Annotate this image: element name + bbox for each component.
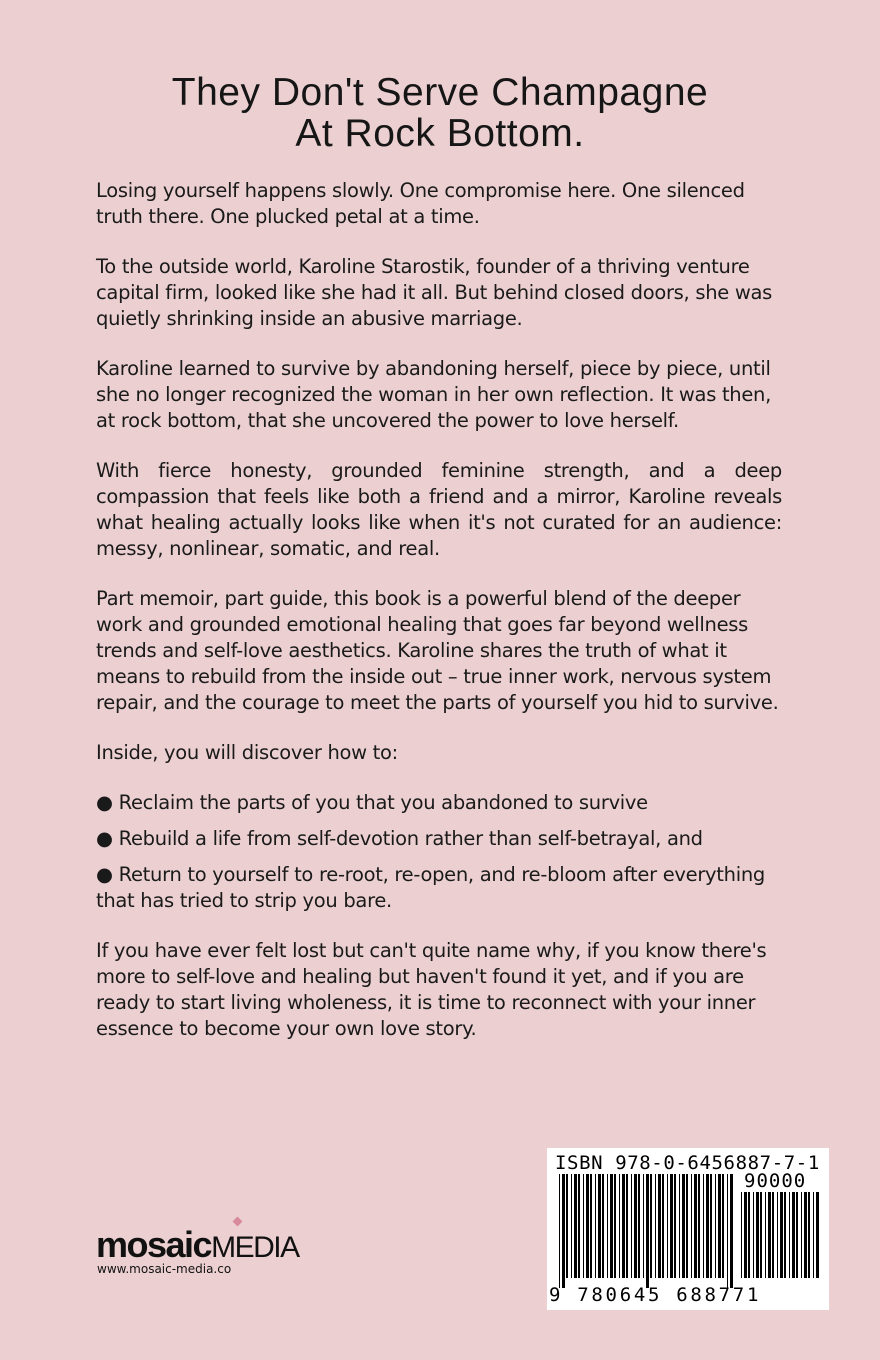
title-line-2: At Rock Bottom. [295, 112, 585, 155]
paragraph: Inside, you will discover how to: [96, 741, 398, 764]
title-line-1: They Don't Serve Champagne [171, 71, 709, 114]
book-title [0, 72, 880, 154]
bullet-item: ● Rebuild a life from self-devotion rather than self-betrayal, and [96, 827, 703, 850]
price-code: 90000 [744, 1170, 807, 1192]
publisher-website: www.mosaic-media.co [97, 1262, 232, 1276]
bullet-item: ● Reclaim the parts of you that you abandoned to survive [96, 791, 648, 814]
paragraph: Karoline learned to survive by abandoning herself, piece by piece, until she no longer recognized the woman in her own reflection. It was then, at rock bottom, that she uncovered the power to love herself. [96, 357, 772, 432]
bullet-item: ● Return to yourself to re-root, re-open, and re-bloom after everything that has tried to strip you bare. [96, 863, 765, 912]
barcode-bars [559, 1174, 733, 1288]
paragraph: To the outside world, Karoline Starostik, founder of a thriving venture capital firm, looked like she had it all. But behind closed doors, she was quietly shrinking inside an abusive marriage. [96, 255, 773, 330]
publisher-logo [96, 1224, 299, 1266]
logo-wordmark-light: MEDIA [211, 1231, 299, 1264]
paragraph: Part memoir, part guide, this book is a powerful blend of the deeper work and grounded emotional healing that goes far beyond wellness trends and self-love aesthetics. Karoline shares the truth of what it means to rebuild from the inside out – true inner work, nervous system repair, and the courage to meet the parts of yourself you hid to survive. [96, 587, 779, 714]
blurb [96, 178, 782, 1066]
isbn-number: ISBN 978-0-6456887-7-1 [555, 1152, 820, 1174]
isbn-barcode [547, 1148, 829, 1310]
closing-paragraph: If you have ever felt lost but can't quite name why, if you know there's more to self-love and healing but haven't found it yet, and if you are ready to start living wholeness, it is time to reconnect with your inner essence to become your own love story. [96, 939, 767, 1040]
paragraph: Losing yourself happens slowly. One compromise here. One silenced truth there. One plucked petal at a time. [96, 179, 745, 228]
barcode-addon-bars [741, 1192, 819, 1288]
logo-wordmark-bold: mosaic [96, 1224, 212, 1265]
paragraph: With fierce honesty, grounded feminine strength, and a deep compassion that feels like both a friend and a mirror, Karoline reveals what healing actually looks like when it's not curated for an audience: messy, nonlinear, somatic, and real. [96, 459, 782, 560]
ean-number: 9 780645 688771 [549, 1284, 762, 1306]
